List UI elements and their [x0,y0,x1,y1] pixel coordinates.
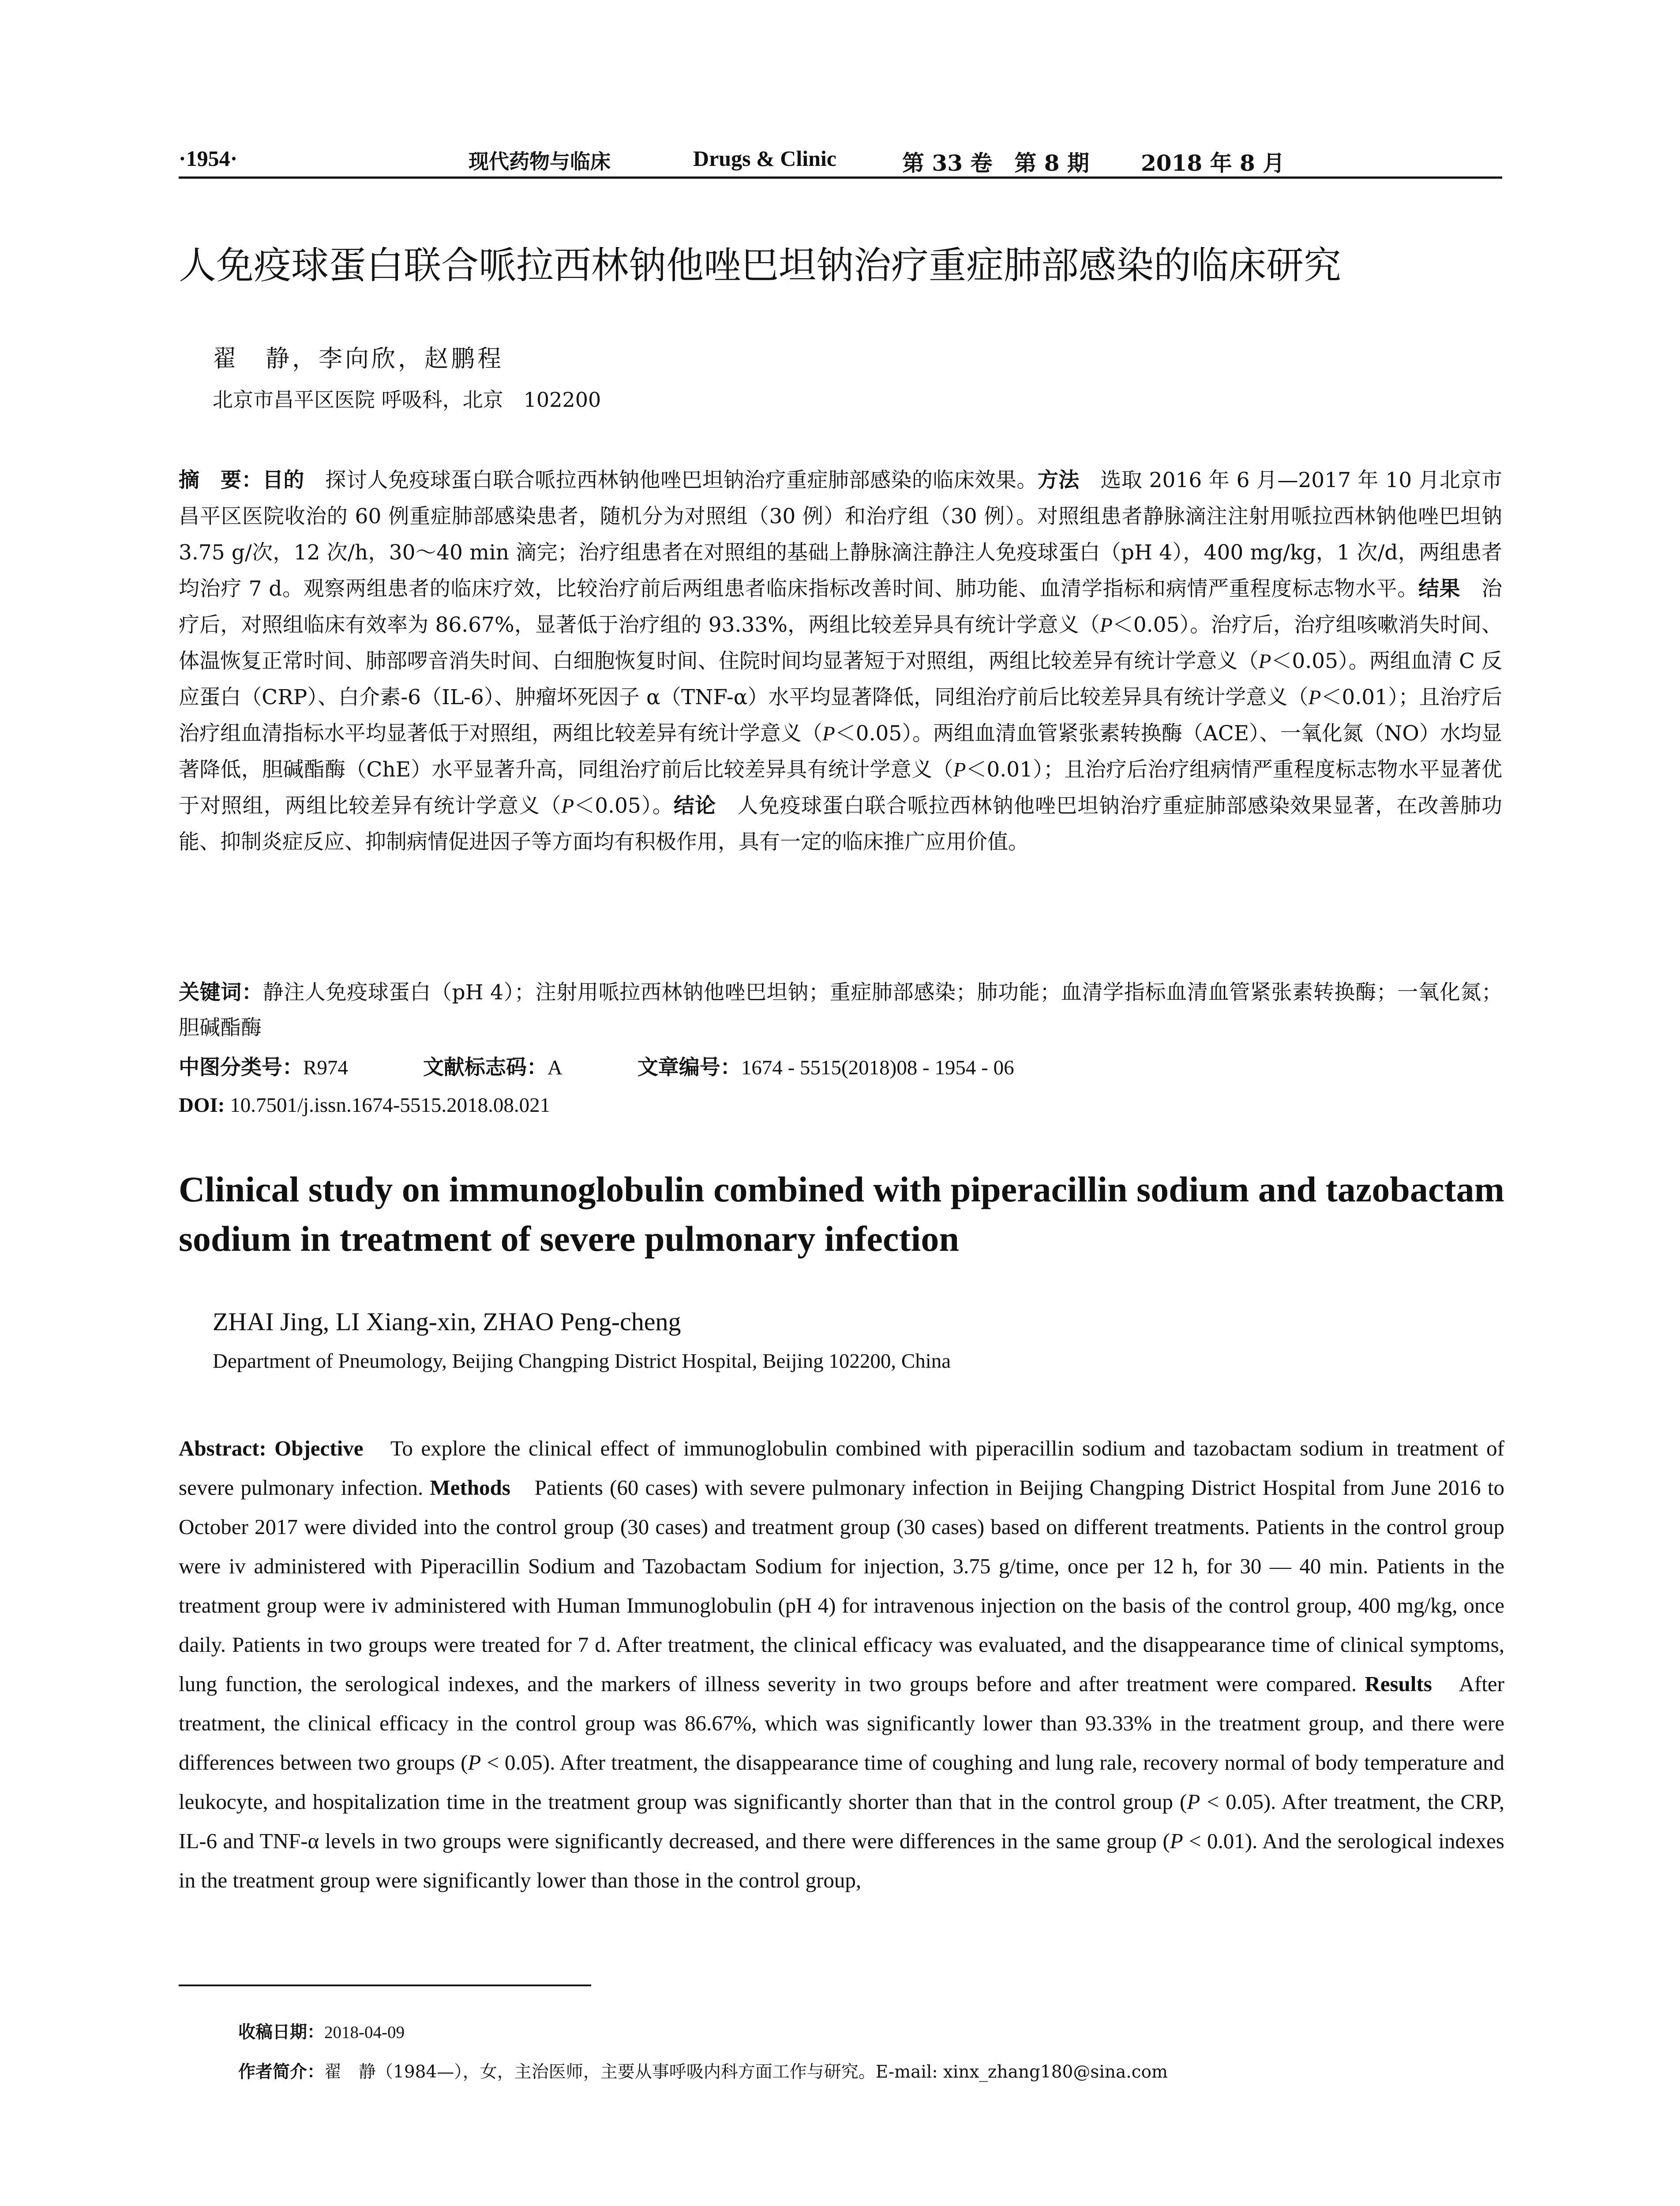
doc-code-value: A [547,1056,562,1079]
results-cn-part: ＜0.05）。两组血清血管紧张素转换酶（ACE）、一氧化氮（NO）水均显著降低，胆碱酯酶（ChE）水平显著升高，同组治疗前后比较差异具有统计学意义（ [179,721,1502,782]
p-value-symbol: P [468,1750,481,1775]
running-header [179,140,1502,176]
methods-cn: 选取 2016 年 6 月—2017 年 10 月北京市昌平区医院收治的 60 例重症肺部感染患者，随机分为对照组（30 例）和治疗组（30 例）。对照组患者静脉滴注注射用哌拉西林钠他唑巴坦钠 3.75 g/次，12 次/h，30～40 min 滴完；治疗组患者在对照组的基础上静脉滴注静注人免疫球蛋白（pH 4），400 mg/kg，1 次/d，两组患者均治疗 7 d。观察两组患者的临床疗效，比较治疗前后两组患者临床指标改善时间、肺功能、血清学指标和病情严重程度标志物水平。 [179,468,1503,601]
results-cn-part: ＜0.01）；且治疗后治疗组病情严重程度标志物水平显著优于对照组，两组比较差异有统计学意义（ [179,758,1502,818]
methods-label-en: Methods [430,1475,510,1500]
objective-label-cn: 目的 [262,468,304,492]
abstract-cn [179,462,1502,860]
keywords-text: 静注人免疫球蛋白（pH 4）；注射用哌拉西林钠他唑巴坦钠；重症肺部感染；肺功能；血清学指标血清血管紧张素转换酶；一氧化氮；胆碱酯酶 [179,980,1502,1040]
footnote-author [238,2058,1168,2083]
clc-label: 中图分类号： [179,1055,303,1080]
results-en-part: < 0.01). And the serological indexes in the treatment group were significantly lower than those in the control group, [179,1829,1504,1892]
doi-value: 10.7501/j.issn.1674-5515.2018.08.021 [225,1094,551,1117]
doc-code-label: 文献标志码： [423,1055,548,1080]
objective-en: To explore the clinical effect of immunoglobulin combined with piperacillin sodium and tazobactam sodium in treatment of severe pulmonary infection. [179,1436,1504,1500]
results-label-en: Results [1365,1672,1432,1696]
methods-label-cn: 方法 [1037,468,1080,492]
clc-value: R974 [303,1056,348,1079]
results-en-part: < 0.05). After treatment, the CRP, IL-6 and TNF-α levels in two groups were significantly decreased, and there were differences in the same group ( [179,1790,1504,1853]
p-value-symbol: P [1187,1790,1200,1814]
doi-line [179,1088,1502,1123]
doi-label: DOI: [179,1094,225,1117]
header-rule [179,176,1502,179]
p-value-symbol: P [1308,686,1321,709]
results-en-part: After treatment, the clinical efficacy in the control group was 86.67%, which was significantly lower than 93.33% in the treatment group, and there were differences between two groups ( [179,1672,1505,1775]
footnote-received [238,2018,405,2043]
header-issue: 第 33 卷 第 8 期 [902,150,1089,176]
received-date: 2018-04-09 [324,2023,405,2042]
affiliation-en: Department of Pneumology, Beijing Changping District Hospital, Beijing 102200, China [213,1350,951,1373]
authors-en: ZHAI Jing, LI Xiang-xin, ZHAO Peng-cheng [213,1307,681,1336]
author-bio: 翟 静（1984—），女，主治医师，主要从事呼吸内科方面工作与研究。E-mail: xinx_zhang180@sina.com [324,2062,1168,2082]
results-label-cn: 结果 [1418,577,1461,601]
p-value-symbol: P [561,795,574,818]
header-date: 2018 年 8 月 [1141,150,1285,176]
classification-line [179,1050,1502,1085]
p-value-symbol: P [1100,614,1113,637]
received-label: 收稿日期： [238,2022,325,2042]
p-value-symbol: P [822,722,835,745]
p-value-symbol: P [953,758,966,781]
abstract-en [179,1429,1504,1900]
footnote-rule [179,1985,591,1986]
article-number-value: 1674 - 5515(2018)08 - 1954 - 06 [741,1056,1014,1079]
results-cn-part: ＜0.01）；且治疗后治疗组血清指标水平均显著低于对照组，两组比较差异有统计学意义（ [179,685,1502,746]
results-cn-part: ＜0.05）。 [574,794,674,818]
authors-cn: 翟 静，李向欣，赵鹏程 [213,345,504,372]
results-en-part: < 0.05). After treatment, the disappearance time of coughing and lung rale, recovery normal of body temperature and leukocyte, and hospitalization time in the treatment group was significantly shorter than that in the control group ( [179,1750,1504,1814]
results-cn-part: ＜0.05）。治疗后，治疗组咳嗽消失时间、体温恢复正常时间、肺部啰音消失时间、白细胞恢复时间、住院时间均显著短于对照组，两组比较差异有统计学意义（ [179,613,1502,673]
keywords-label: 关键词： [179,980,263,1005]
abstract-cn-label: 摘 要： [179,468,262,492]
methods-en: Patients (60 cases) with severe pulmonary infection in Beijing Changping District Hospital from June 2016 to October 2017 were divided into the control group (30 cases) and treatment group (30 cases) based on different treatments. Patients in the control group were iv administered with Piperacillin Sodium and Tazobactam Sodium for injection, 3.75 g/time, once per 12 h, for 30 — 40 min. Patients in the treatment group were iv administered with Human Immunoglobulin (pH 4) for intravenous injection on the basis of the control group, 400 mg/kg, once daily. Patients in two groups were treated for 7 d. After treatment, the clinical efficacy was evaluated, and the disappearance time of clinical symptoms, lung function, the serological indexes, and the markers of illness severity in two groups before and after treatment were compared. [179,1475,1504,1696]
title-cn: 人免疫球蛋白联合哌拉西林钠他唑巴坦钠治疗重症肺部感染的临床研究 [179,244,1342,288]
affiliation-cn: 北京市昌平区医院 呼吸科，北京 102200 [213,388,601,412]
abstract-en-label: Abstract: Objective [179,1436,364,1460]
conclusion-label-cn: 结论 [673,794,716,818]
results-cn-part: ＜0.05）。两组血清 C 反应蛋白（CRP）、白介素-6（IL-6）、肿瘤坏死因子 α（TNF-α）水平均显著降低，同组治疗前后比较差异具有统计学意义（ [179,649,1502,709]
p-value-symbol: P [1258,650,1271,673]
header-journal-en: Drugs & Clinic [693,146,836,171]
article-number-label: 文章编号： [637,1055,741,1080]
results-cn-part: 治疗后，对照组临床有效率为 86.67%，显著低于治疗组的 93.33%，两组比较差异具有统计学意义（ [179,577,1502,637]
header-page-number: ·1954· [179,146,238,171]
conclusion-cn: 人免疫球蛋白联合哌拉西林钠他唑巴坦钠治疗重症肺部感染效果显著，在改善肺功能、抑制炎症反应、抑制病情促进因子等方面均有积极作用，具有一定的临床推广应用价值。 [179,794,1503,854]
objective-cn: 探讨人免疫球蛋白联合哌拉西林钠他唑巴坦钠治疗重症肺部感染的临床效果。 [304,468,1038,492]
title-en: Clinical study on immunoglobulin combined with piperacillin sodium and tazobactam sodium in treatment of severe pulmonary infection [179,1169,1504,1259]
p-value-symbol: P [1170,1829,1183,1853]
header-journal-cn: 现代药物与临床 [469,150,611,173]
keywords-cn [179,975,1502,1046]
author-bio-label: 作者简介： [238,2062,325,2082]
